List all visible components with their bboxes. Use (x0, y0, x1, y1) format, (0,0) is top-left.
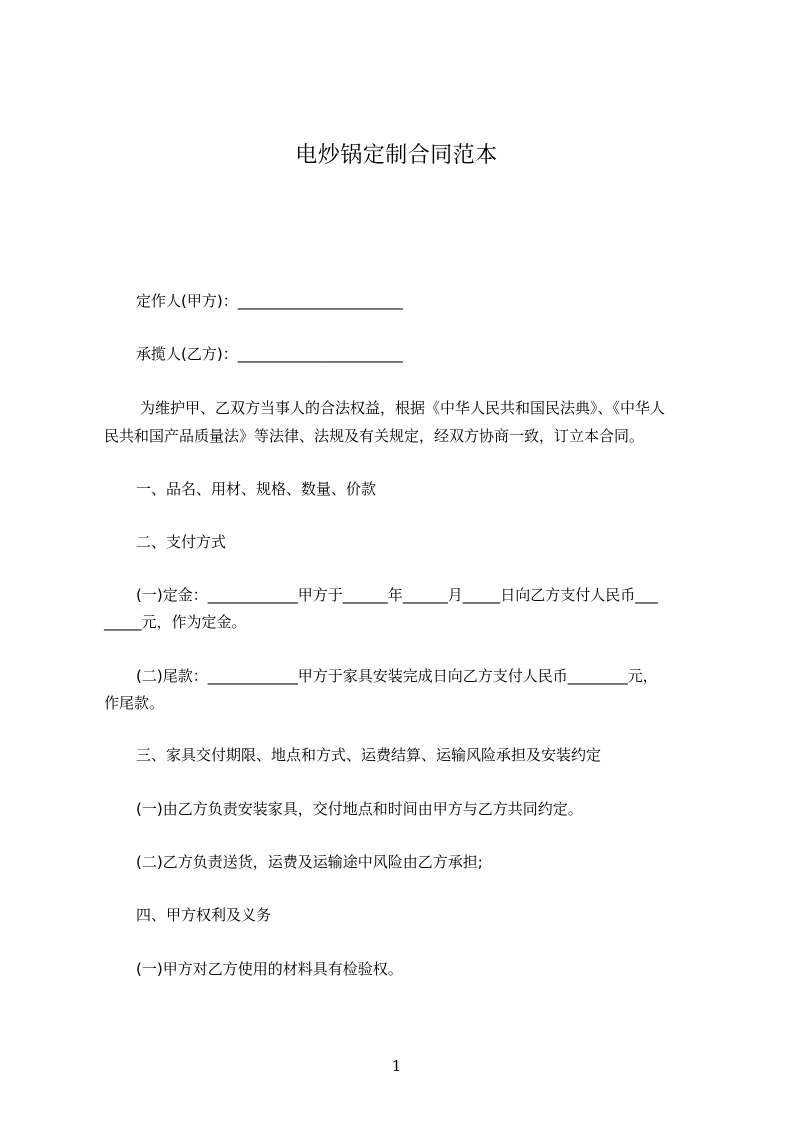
section-4-heading: 四、甲方权利及义务 (136, 906, 272, 924)
section-3-heading: 三、家具交付期限、地点和方式、运费结算、运输风险承担及安装约定 (136, 746, 602, 764)
preamble-line-2: 民共和国产品质量法》等法律、法规及有关规定，经双方协商一致，订立本合同。 (104, 427, 645, 445)
preamble-line-1: 为维护甲、乙双方当事人的合法权益，根据《中华人民共和国民法典》、《中华人 (140, 399, 666, 417)
balance-line-2: 作尾款。 (104, 694, 165, 712)
page-title: 电炒锅定制合同范本 (295, 143, 498, 168)
page-number: 1 (391, 1057, 402, 1075)
party-a-line: 定作人(甲方)：______________________ (136, 292, 403, 310)
party-b-line: 承揽人(乙方)：______________________ (136, 345, 403, 363)
balance-line-1: (二)尾款：____________甲方于家具安装完成日向乙方支付人民币________元， (136, 667, 658, 685)
deposit-line-1: (一)定金：____________甲方于______年______月_____日向乙方支付人民币___ (136, 586, 658, 604)
section-3-item-2: (二)乙方负责送货，运费及运输途中风险由乙方承担; (136, 853, 483, 871)
section-3-item-1: (一)由乙方负责安装家具，交付地点和时间由甲方与乙方共同约定。 (136, 800, 583, 818)
section-4-item-1: (一)甲方对乙方使用的材料具有检验权。 (136, 960, 403, 978)
section-1-heading: 一、品名、用材、规格、数量、价款 (136, 480, 377, 498)
deposit-line-2: _____元，作为定金。 (104, 613, 247, 631)
section-2-heading: 二、支付方式 (136, 533, 227, 551)
